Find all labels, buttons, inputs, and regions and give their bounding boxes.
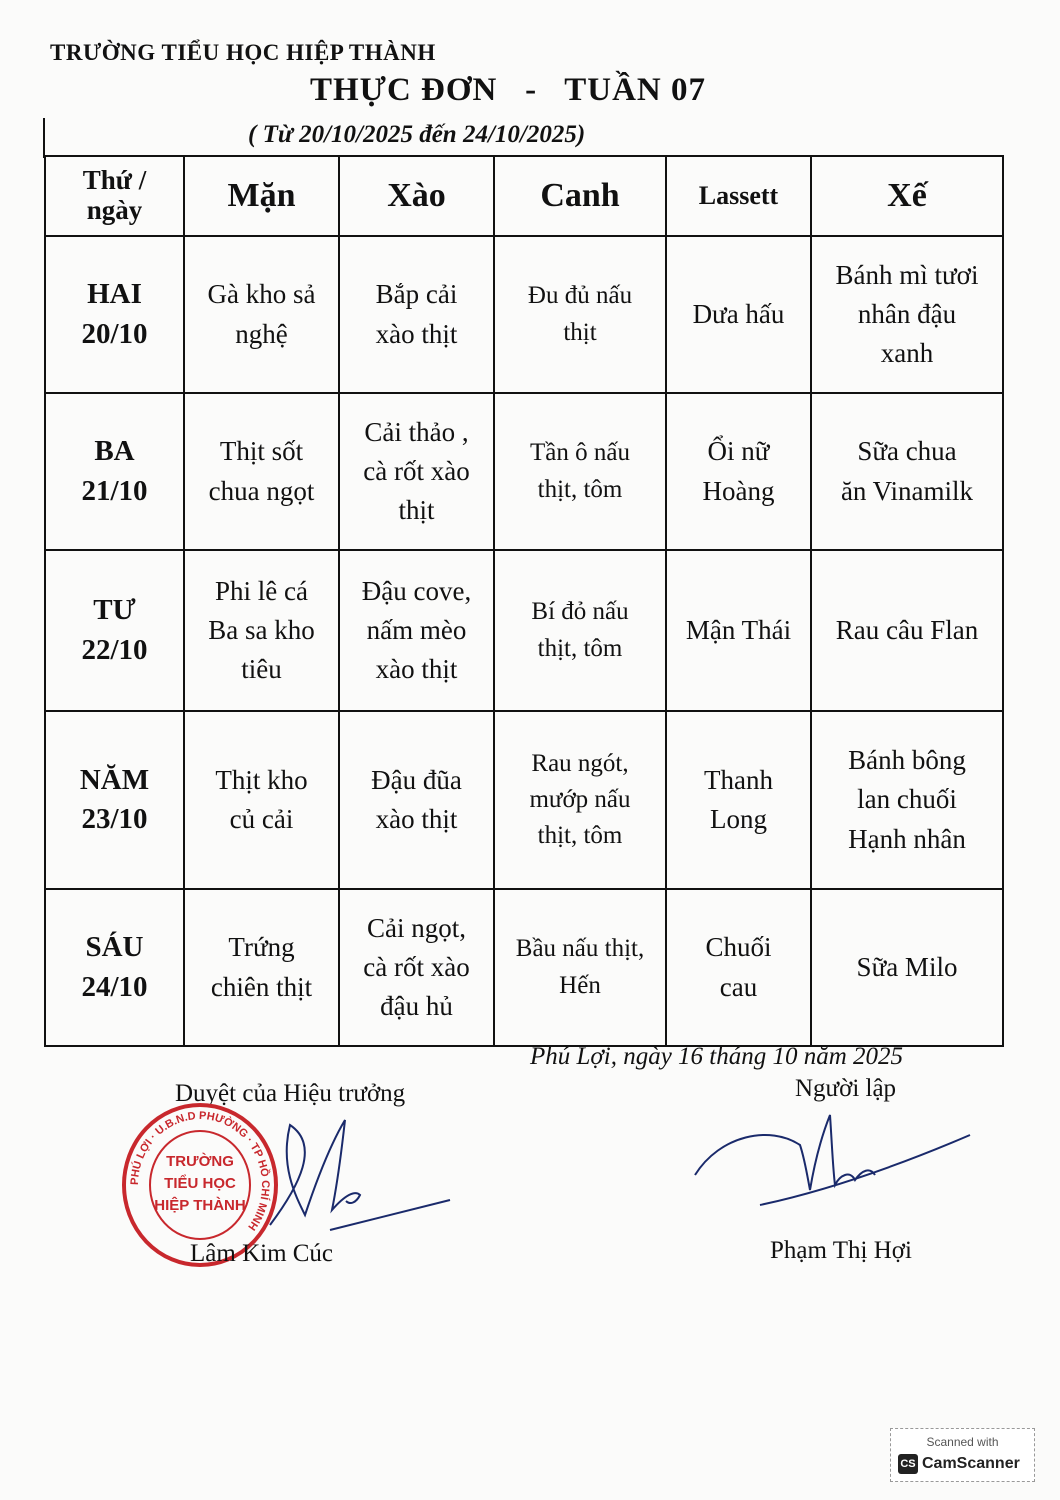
cell-man: Gà kho sả nghệ: [184, 236, 339, 393]
header-xe: Xế: [811, 156, 1003, 236]
table-body: [45, 236, 1003, 1046]
table-row: [45, 711, 1003, 889]
stamp-ring-text: PHÚ LỢI · U.B.N.D PHƯỜNG · TP HỒ CHÍ MINH: [128, 1109, 272, 1233]
camscanner-watermark: [890, 1428, 1035, 1482]
cell-canh: Tần ô nấu thịt, tôm: [494, 393, 666, 550]
cell-lassett: Mận Thái: [666, 550, 811, 711]
cell-man: Thịt kho củ cải: [184, 711, 339, 889]
header-man: Mặn: [184, 156, 339, 236]
header-xao: Xào: [339, 156, 494, 236]
school-name: TRƯỜNG TIỂU HỌC HIỆP THÀNH: [50, 40, 436, 65]
header-canh: Canh: [494, 156, 666, 236]
cell-man: Trứng chiên thịt: [184, 889, 339, 1046]
cell-man: Phi lê cá Ba sa kho tiêu: [184, 550, 339, 711]
stamp-line-2: TIỂU HỌC: [164, 1175, 236, 1192]
cell-canh: Bí đỏ nấu thịt, tôm: [494, 550, 666, 711]
header-day: Thứ / ngày: [45, 156, 184, 236]
cell-lassett: Dưa hấu: [666, 236, 811, 393]
cell-xe: Sữa chua ăn Vinamilk: [811, 393, 1003, 550]
weekly-menu-table: [44, 155, 1004, 1047]
cell-lassett: Thanh Long: [666, 711, 811, 889]
maker-title: Người lập: [795, 1075, 897, 1102]
cell-day: BA 21/10: [45, 393, 184, 550]
cell-xao: Cải ngọt, cà rốt xào đậu hủ: [339, 889, 494, 1046]
table-row: [45, 393, 1003, 550]
svg-text:PHÚ LỢI · U.B.N.D PHƯỜNG · TP: [129, 1110, 272, 1233]
cell-canh: Rau ngót, mướp nấu thịt, tôm: [494, 711, 666, 889]
cell-xao: Đậu đũa xào thịt: [339, 711, 494, 889]
approver-signature: [260, 1105, 460, 1245]
document-title: THỰC ĐƠN - TUẦN 07: [310, 72, 707, 108]
approver-name: Lâm Kim Cúc: [190, 1240, 334, 1267]
cell-day: SÁU 24/10: [45, 889, 184, 1046]
camscanner-icon: CS: [898, 1454, 918, 1474]
watermark-line-2: CamScanner: [922, 1455, 1020, 1472]
cell-day: TƯ 22/10: [45, 550, 184, 711]
date-range: ( Từ 20/10/2025 đến 24/10/2025): [248, 121, 586, 148]
maker-name: Phạm Thị Hợi: [770, 1237, 912, 1264]
cell-xe: Bánh bông lan chuối Hạnh nhân: [811, 711, 1003, 889]
cell-xao: Đậu cove, nấm mèo xào thịt: [339, 550, 494, 711]
stamp-line-3: HIỆP THÀNH: [154, 1197, 246, 1214]
margin-line: [43, 118, 45, 158]
cell-day: NĂM 23/10: [45, 711, 184, 889]
cell-man: Thịt sốt chua ngọt: [184, 393, 339, 550]
table-header-row: [45, 156, 1003, 236]
cell-xe: Sữa Milo: [811, 889, 1003, 1046]
cell-canh: Bầu nấu thịt, Hến: [494, 889, 666, 1046]
cell-xe: Rau câu Flan: [811, 550, 1003, 711]
header-lassett: Lassett: [666, 156, 811, 236]
cell-xao: Cải thảo , cà rốt xào thịt: [339, 393, 494, 550]
stamp-line-1: TRƯỜNG: [166, 1153, 234, 1170]
watermark-line-1: Scanned with: [926, 1435, 999, 1449]
cell-canh: Đu đủ nấu thịt: [494, 236, 666, 393]
table-row: [45, 550, 1003, 711]
cell-day: HAI 20/10: [45, 236, 184, 393]
maker-signature: [690, 1105, 980, 1215]
cell-lassett: Chuối cau: [666, 889, 811, 1046]
table-row: [45, 889, 1003, 1046]
cell-xe: Bánh mì tươi nhân đậu xanh: [811, 236, 1003, 393]
approver-title: Duyệt của Hiệu trưởng: [175, 1080, 406, 1107]
cell-xao: Bắp cải xào thịt: [339, 236, 494, 393]
place-date: Phú Lợi, ngày 16 tháng 10 năm 2025: [530, 1043, 904, 1070]
cell-lassett: Ổi nữ Hoàng: [666, 393, 811, 550]
table-row: [45, 236, 1003, 393]
